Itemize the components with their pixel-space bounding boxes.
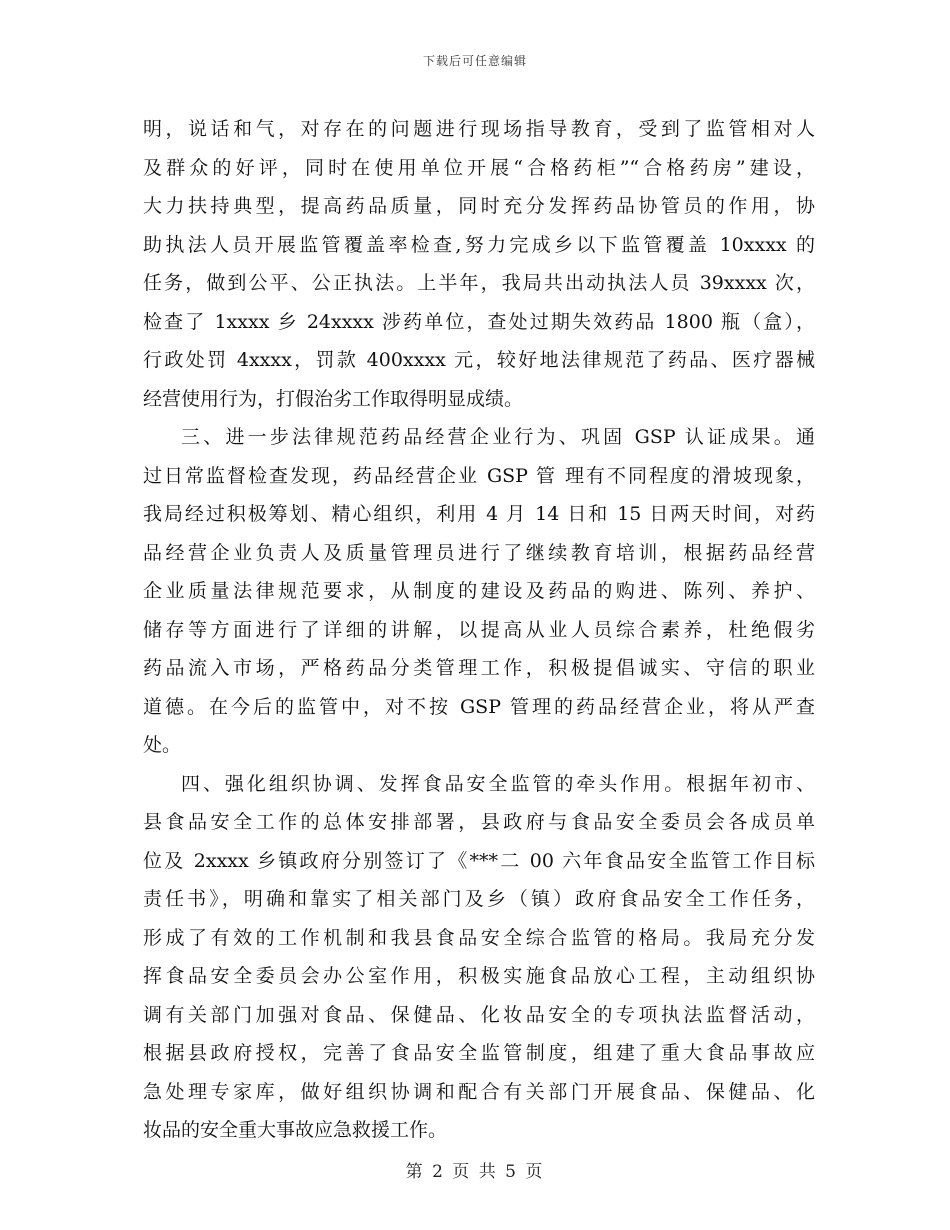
- text-line: 调有关部门加强对食品、保健品、化妆品安全的专项执法监督活动，: [143, 1003, 815, 1026]
- text-line: 行政处罚 4xxxx，罚款 400xxxx 元，较好地法律规范了药品、医疗器械: [143, 349, 815, 371]
- text-line: 急处理专家库，做好组织协调和配合有关部门开展食品、保健品、化: [143, 1080, 815, 1103]
- paragraph-3: [143, 765, 815, 1150]
- text-line: 药品流入市场，严格药品分类管理工作，积极提倡诚实、守信的职业: [143, 657, 815, 679]
- text-line: 储存等方面进行了详细的讲解，以提高从业人员综合素养，杜绝假劣: [143, 618, 815, 641]
- text-line: 助执法人员开展监管覆盖率检查,努力完成乡以下监管覆盖 10xxxx 的: [143, 233, 815, 256]
- text-line: 位及 2xxxx 乡镇政府分别签订了《***二 00 六年食品安全监管工作目标: [143, 849, 815, 872]
- text-line: 县食品安全工作的总体安排部署，县政府与食品安全委员会各成员单: [143, 811, 815, 833]
- text-line: 挥食品安全委员会办公室作用，积极实施食品放心工程，主动组织协: [143, 965, 815, 987]
- text-line: 任务，做到公平、公正执法。上半年，我局共出动执法人员 39xxxx 次，: [143, 272, 815, 294]
- text-line: 妆品的安全重大事故应急救援工作。: [143, 1119, 448, 1141]
- text-line: 形成了有效的工作机制和我县食品安全综合监管的格局。我局充分发: [143, 926, 815, 949]
- text-line: 处。: [143, 734, 182, 756]
- text-line: 大力扶持典型，提高药品质量，同时充分发挥药品协管员的作用，协: [143, 195, 815, 217]
- text-line: 我局经过积极筹划、精心组织，利用 4 月 14 日和 15 日两天时间，对药: [143, 503, 815, 525]
- paragraph-2: [143, 418, 815, 765]
- page-number: 第 2 页 共 5 页: [405, 1162, 545, 1182]
- text-line: 四、强化组织协调、发挥食品安全监管的牵头作用。根据年初市、: [181, 772, 815, 795]
- text-line: 三、进一步法律规范药品经营企业行为、巩固 GSP 认证成果。通: [181, 426, 815, 448]
- text-line: 检查了 1xxxx 乡 24xxxx 涉药单位，查处过期失效药品 1800 瓶（盒），: [143, 310, 815, 333]
- text-line: 过日常监督检查发现，药品经营企业 GSP 管 理有不同程度的滑坡现象，: [143, 464, 815, 487]
- text-line: 根据县政府授权，完善了食品安全监管制度，组建了重大食品事故应: [143, 1042, 815, 1064]
- paragraph-1: [143, 110, 815, 418]
- text-line: 及群众的好评，同时在使用单位开展“合格药柜”“合格药房”建设，: [143, 156, 815, 179]
- text-line: 责任书》，明确和靠实了相关部门及乡（镇）政府食品安全工作任务，: [143, 888, 815, 910]
- document-body: [143, 110, 815, 1150]
- text-line: 明，说话和气，对存在的问题进行现场指导教育，受到了监管相对人: [143, 118, 815, 140]
- text-line: 道德。在今后的监管中，对不按 GSP 管理的药品经营企业，将从严查: [143, 695, 815, 718]
- text-line: 经营使用行为，打假治劣工作取得明显成绩。: [143, 387, 524, 410]
- text-line: 企业质量法律规范要求，从制度的建设及药品的购进、陈列、养护、: [143, 580, 815, 602]
- page-header: 下载后可任意编辑: [422, 54, 527, 68]
- text-line: 品经营企业负责人及质量管理员进行了继续教育培训，根据药品经营: [143, 541, 815, 564]
